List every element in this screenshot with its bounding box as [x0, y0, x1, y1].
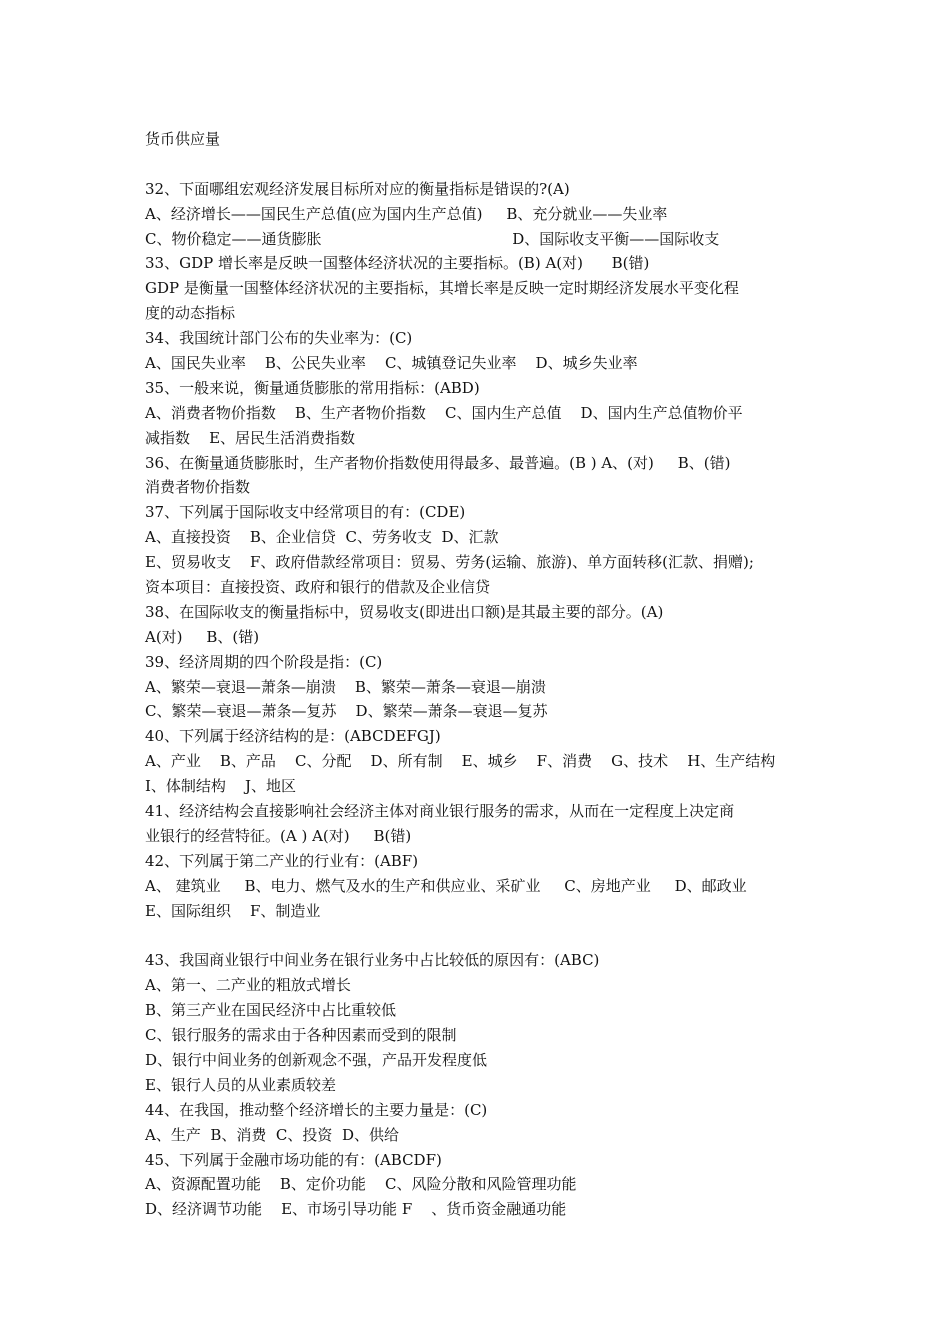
question-40-options-cont: I、体制结构 J、地区	[145, 777, 297, 796]
document-text	[145, 127, 825, 1222]
question-39-options-ab: A、繁荣—衰退—萧条—崩溃 B、繁荣—萧条—衰退—崩溃	[145, 677, 546, 696]
blank-line	[145, 924, 825, 949]
question-37-options-cont: E、贸易收支 F、政府借款经常项目：贸易、劳务(运输、旅游)、单方面转移(汇款、捐赠);	[145, 553, 754, 572]
question-42-options-cont: E、国际组织 F、制造业	[145, 901, 321, 920]
question-34-options: A、国民失业率 B、公民失业率 C、城镇登记失业率 D、城乡失业率	[145, 354, 638, 373]
question-32-options-cd: C、物价稳定——通货膨胀 D、国际收支平衡——国际收支	[145, 229, 720, 248]
question-35-options-cont: 减指数 E、居民生活消费指数	[145, 428, 356, 447]
question-43-option-e: E、银行人员的从业素质较差	[145, 1075, 336, 1094]
question-38-options: A(对) B、(错)	[145, 627, 260, 646]
question-35-options: A、消费者物价指数 B、生产者物价指数 C、国内生产总值 D、国内生产总值物价平	[145, 403, 743, 422]
question-44: 44、在我国，推动整个经济增长的主要力量是：(C)	[145, 1100, 488, 1119]
question-35: 35、一般来说，衡量通货膨胀的常用指标：(ABD)	[145, 378, 480, 397]
question-32: 32、下面哪组宏观经济发展目标所对应的衡量指标是错误的?(A)	[145, 179, 570, 198]
question-39: 39、经济周期的四个阶段是指：(C)	[145, 652, 383, 671]
question-43-option-c: C、银行服务的需求由于各种因素而受到的限制	[145, 1026, 457, 1045]
question-36-note: 消费者物价指数	[145, 478, 251, 497]
question-43: 43、我国商业银行中间业务在银行业务中占比较低的原因有：(ABC)	[145, 951, 600, 970]
question-42-options: A、 建筑业 B、电力、燃气及水的生产和供应业、采矿业 C、房地产业 D、邮政业	[145, 876, 747, 895]
question-45-options: A、资源配置功能 B、定价功能 C、风险分散和风险管理功能	[145, 1175, 577, 1194]
question-32-options-ab: A、经济增长——国民生产总值(应为国内生产总值) B、充分就业——失业率	[145, 204, 668, 223]
question-45-options-cont: D、经济调节功能 E、市场引导功能 F 、货币资金融通功能	[145, 1200, 567, 1219]
question-37-note: 资本项目：直接投资、政府和银行的借款及企业信贷	[145, 578, 491, 597]
question-45: 45、下列属于金融市场功能的有：(ABCDF)	[145, 1150, 442, 1169]
question-37: 37、下列属于国际收支中经常项目的有：(CDE)	[145, 503, 466, 522]
blank-line	[145, 152, 825, 177]
question-33: 33、GDP 增长率是反映一国整体经济状况的主要指标。(B) A(对) B(错)	[145, 254, 650, 273]
question-43-option-d: D、银行中间业务的创新观念不强，产品开发程度低	[145, 1050, 488, 1069]
question-34: 34、我国统计部门公布的失业率为：(C)	[145, 329, 413, 348]
question-38: 38、在国际收支的衡量指标中，贸易收支(即进出口额)是其最主要的部分。(A)	[145, 602, 664, 621]
question-43-option-b: B、第三产业在国民经济中占比重较低	[145, 1001, 397, 1020]
question-33-note: GDP 是衡量一国整体经济状况的主要指标，其增长率是反映一定时期经济发展水平变化程	[145, 279, 739, 298]
question-42: 42、下列属于第二产业的行业有：(ABF)	[145, 851, 419, 870]
question-44-options: A、生产 B、消费 C、投资 D、供给	[145, 1125, 399, 1144]
question-37-options: A、直接投资 B、企业信贷 C、劳务收支 D、汇款	[145, 528, 499, 547]
question-40: 40、下列属于经济结构的是：(ABCDEFGJ)	[145, 727, 441, 746]
question-41-cont: 业银行的经营特征。(A ) A(对) B(错)	[145, 826, 412, 845]
question-33-note-cont: 度的动态指标	[145, 304, 236, 323]
question-43-option-a: A、第一、二产业的粗放式增长	[145, 976, 351, 995]
question-36: 36、在衡量通货膨胀时，生产者物价指数使用得最多、最普遍。(B ) A、(对) B、(错)	[145, 453, 731, 472]
question-39-options-cd: C、繁荣—衰退—萧条—复苏 D、繁荣—萧条—衰退—复苏	[145, 702, 548, 721]
question-41: 41、经济结构会直接影响社会经济主体对商业银行服务的需求，从而在一定程度上决定商	[145, 802, 735, 821]
text-line: 货币供应量	[145, 130, 221, 148]
question-40-options: A、产业 B、产品 C、分配 D、所有制 E、城乡 F、消费 G、技术 H、生产结构	[145, 752, 776, 771]
